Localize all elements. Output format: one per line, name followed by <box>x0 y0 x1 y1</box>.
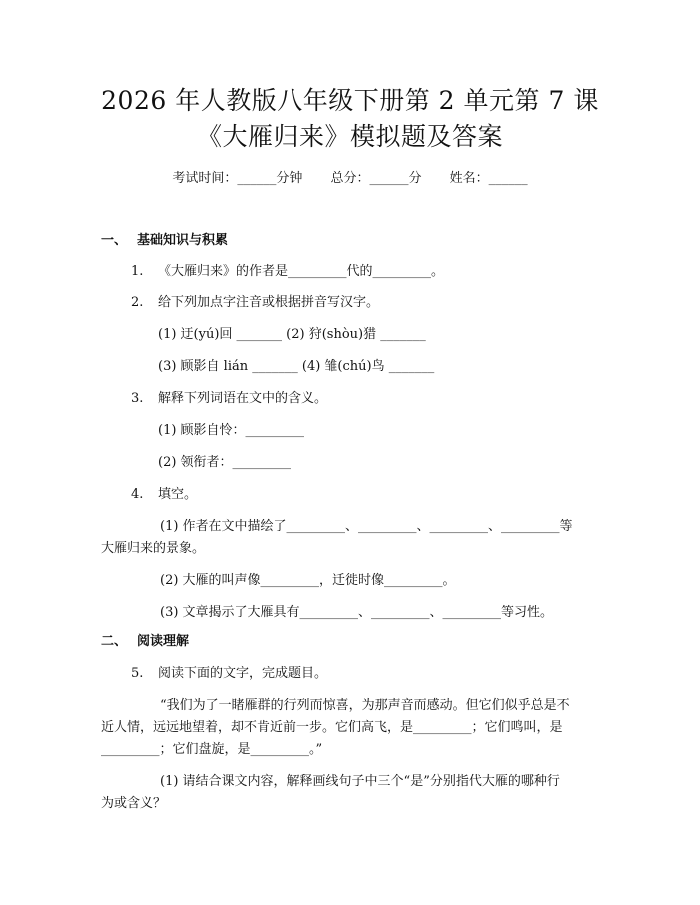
student-name: 姓名：______ <box>449 171 528 186</box>
total-score: 总分：______分 <box>330 171 422 186</box>
section-title: 基础知识与积累 <box>137 233 229 248</box>
passage-line: 近人情，远远地望着，却不肯近前一步。它们高飞，是_________；它们鸣叫，是 <box>101 720 563 735</box>
passage-line: “我们为了一睹雁群的行列而惊喜，为那声音而感动。但它们似乎总是不 <box>160 698 570 713</box>
question-item: (1) 作者在文中描绘了_________、_________、_________、_________等 <box>160 519 573 534</box>
question-item: (2) 大雁的叫声像_________，迁徙时像_________。 <box>160 573 456 588</box>
question-text: 阅读下面的文字，完成题目。 <box>158 666 328 681</box>
passage-line: _________；它们盘旋，是_________。” <box>101 742 323 757</box>
exam-info <box>0 170 700 188</box>
sub-question-continuation: 为或含义？ <box>101 796 167 811</box>
question-number: 4. <box>131 487 144 502</box>
question-text: 解释下列词语在文中的含义。 <box>158 391 328 406</box>
section-title: 阅读理解 <box>137 634 190 649</box>
question-item: (3) 文章揭示了大雁具有_________、_________、_________等习性。 <box>160 605 554 620</box>
section-number: 二、 <box>101 634 128 649</box>
sub-question: (1) 请结合课文内容，解释画线句子中三个“是”分别指代大雁的哪种行 <box>160 774 560 789</box>
question-item: (1) 顾影自怜：_________ <box>158 423 305 438</box>
question-item: (1) 迂(yú)回 _______ (2) 狩(shòu)猎 _______ <box>158 327 426 342</box>
question-item-continuation: 大雁归来的景象。 <box>101 541 206 556</box>
section-heading-2 <box>101 633 189 651</box>
section-number: 一、 <box>101 233 128 248</box>
question-number: 5. <box>131 666 144 681</box>
question-text: 《大雁归来》的作者是_________代的_________。 <box>158 264 445 279</box>
question-item: (2) 领衔者：_________ <box>158 455 292 470</box>
document-title-line-1: 2026 年人教版八年级下册第 2 单元第 7 课 <box>101 86 599 115</box>
question-number: 1. <box>131 264 144 279</box>
question-number: 3. <box>131 391 144 406</box>
section-heading-1 <box>101 232 228 250</box>
exam-time: 考试时间：______分钟 <box>172 171 303 186</box>
question-text: 填空。 <box>158 487 198 502</box>
question-number: 2. <box>131 295 144 310</box>
question-item: (3) 顾影自 lián _______ (4) 雏(chú)鸟 _______ <box>158 359 435 374</box>
question-text: 给下列加点字注音或根据拼音写汉字。 <box>158 295 380 310</box>
document-title-line-2: 《大雁归来》模拟题及答案 <box>196 122 503 151</box>
